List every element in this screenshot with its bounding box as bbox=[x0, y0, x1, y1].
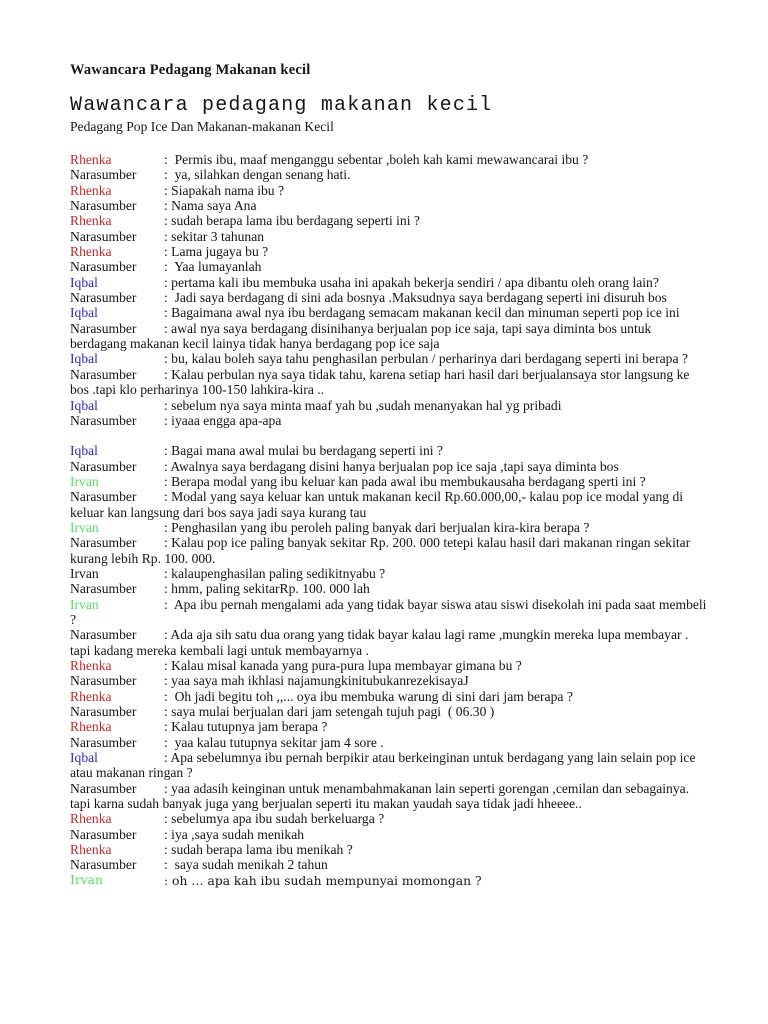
dialogue-text: : iya ,saya sudah menikah bbox=[164, 826, 305, 842]
speaker-name: Rhenka bbox=[70, 244, 112, 260]
dialogue-text: : Ada aja sih satu dua orang yang tidak bayar kalau lagi rame ,mungkin mereka lupa membayar . tapi kadang mereka kembali lagi untuk membayarnya . bbox=[70, 627, 692, 658]
dialogue-line bbox=[70, 229, 708, 244]
speaker-name: Narasumber bbox=[70, 320, 137, 336]
dialogue-line bbox=[70, 873, 708, 889]
dialogue-line bbox=[70, 351, 708, 366]
dialogue-text: : Apa sebelumnya ibu pernah berpikir atau berkeinginan untuk berdagang yang lain selain pop ice atau makanan ringan ? bbox=[70, 750, 699, 781]
speaker-name: Rhenka bbox=[70, 213, 112, 229]
dialogue-text: : Berapa modal yang ibu keluar kan pada awal ibu membukausaha berdagang sperti ini ? bbox=[164, 473, 646, 489]
speaker-name: Iqbal bbox=[70, 750, 98, 766]
dialogue-line bbox=[70, 597, 708, 628]
speaker-name: Irvan bbox=[70, 519, 99, 535]
dialogue-line bbox=[70, 750, 708, 781]
dialogue-text: : kalaupenghasilan paling sedikitnyabu ? bbox=[164, 565, 386, 581]
document-subtitle: Pedagang Pop Ice Dan Makanan-makanan Kecil bbox=[70, 119, 334, 134]
dialogue-line bbox=[70, 535, 708, 566]
dialogue-line bbox=[70, 443, 708, 458]
dialogue-line bbox=[70, 811, 708, 826]
dialogue-line bbox=[70, 689, 708, 704]
speaker-name: Rhenka bbox=[70, 719, 112, 735]
dialogue-text: : Kalau pop ice paling banyak sekitar Rp. 200. 000 tetepi kalau hasil dari makanan ringan sekitar kurang lebih Rp. 100. 000. bbox=[70, 535, 694, 566]
blank-line bbox=[70, 428, 708, 443]
dialogue-line bbox=[70, 857, 708, 872]
dialogue-text: : pertama kali ibu membuka usaha ini apakah bekerja sendiri / apa dibantu oleh orang lain? bbox=[164, 274, 659, 290]
dialogue-text: : Oh jadi begitu toh ,,... oya ibu membuka warung di sini dari jam berapa ? bbox=[164, 688, 573, 704]
dialogue-line bbox=[70, 627, 708, 658]
speaker-name: Narasumber bbox=[70, 535, 137, 551]
dialogue-text: : saya mulai berjualan dari jam setengah tujuh pagi ( 06.30 ) bbox=[164, 704, 495, 720]
speaker-name: Rhenka bbox=[70, 842, 112, 858]
speaker-name: Narasumber bbox=[70, 627, 137, 643]
dialogue-line bbox=[70, 520, 708, 535]
dialogue-line bbox=[70, 290, 708, 305]
dialogue-text: : Awalnya saya berdagang disini hanya berjualan pop ice saja ,tapi saya diminta bos bbox=[164, 458, 619, 474]
dialogue-line bbox=[70, 413, 708, 428]
speaker-name: Narasumber bbox=[70, 198, 137, 214]
dialogue-line bbox=[70, 474, 708, 489]
speaker-name: Narasumber bbox=[70, 673, 137, 689]
dialogue-line bbox=[70, 489, 708, 520]
dialogue-list bbox=[70, 152, 708, 889]
dialogue-line bbox=[70, 827, 708, 842]
speaker-name: Narasumber bbox=[70, 167, 137, 183]
dialogue-line bbox=[70, 719, 708, 734]
dialogue-text: : oh … apa kah ibu sudah mempunyai momongan ? bbox=[164, 873, 482, 888]
speaker-name: Iqbal bbox=[70, 274, 98, 290]
dialogue-line bbox=[70, 305, 708, 320]
speaker-name: Rhenka bbox=[70, 688, 112, 704]
speaker-name: Narasumber bbox=[70, 704, 137, 720]
dialogue-text: : Bagai mana awal mulai bu berdagang seperti ini ? bbox=[164, 443, 443, 459]
speaker-name: Iqbal bbox=[70, 443, 98, 459]
dialogue-line bbox=[70, 198, 708, 213]
speaker-name: Irvan bbox=[70, 473, 99, 489]
dialogue-text: : sudah berapa lama ibu menikah ? bbox=[164, 842, 353, 858]
speaker-name: Iqbal bbox=[70, 397, 98, 413]
dialogue-line bbox=[70, 581, 708, 596]
dialogue-text: : sekitar 3 tahunan bbox=[164, 228, 265, 244]
dialogue-text: : Nama saya Ana bbox=[164, 198, 257, 214]
dialogue-text: : ya, silahkan dengan senang hati. bbox=[164, 167, 351, 183]
dialogue-line bbox=[70, 183, 708, 198]
dialogue-line bbox=[70, 213, 708, 228]
dialogue-text: : Yaa lumayanlah bbox=[164, 259, 262, 275]
dialogue-line bbox=[70, 781, 708, 812]
dialogue-line bbox=[70, 167, 708, 182]
speaker-name: Narasumber bbox=[70, 290, 137, 306]
dialogue-text: : hmm, paling sekitarRp. 100. 000 lah bbox=[164, 581, 370, 597]
speaker-name: Irvan bbox=[70, 565, 99, 581]
dialogue-text: : awal nya saya berdagang disinihanya berjualan pop ice saja, tapi saya diminta bos untuk berdagang makanan kecil lainya tidak hanya berdagang pop ice saja bbox=[70, 320, 655, 352]
dialogue-line bbox=[70, 735, 708, 750]
dialogue-text: : Kalau misal kanada yang pura-pura lupa membayar gimana bu ? bbox=[164, 658, 522, 673]
dialogue-text: : Apa ibu pernah mengalami ada yang tidak bayar siswa atau siswi disekolah ini pada saat membeli ? bbox=[70, 596, 710, 627]
dialogue-line bbox=[70, 658, 708, 673]
speaker-name: Narasumber bbox=[70, 412, 137, 428]
dialogue-text: : iyaaa engga apa-apa bbox=[164, 412, 282, 428]
dialogue-text: : sebelumya apa ibu sudah berkeluarga ? bbox=[164, 811, 385, 827]
speaker-name: Narasumber bbox=[70, 780, 137, 796]
dialogue-text: : Kalau tutupnya jam berapa ? bbox=[164, 719, 328, 735]
dialogue-line bbox=[70, 152, 708, 167]
dialogue-line bbox=[70, 704, 708, 719]
dialogue-text: : Siapakah nama ibu ? bbox=[164, 182, 285, 198]
dialogue-text: : Lama jugaya bu ? bbox=[164, 244, 269, 260]
dialogue-line bbox=[70, 367, 708, 398]
dialogue-text: : bu, kalau boleh saya tahu penghasilan perbulan / perharinya dari berdagang seperti ini berapa ? bbox=[164, 351, 688, 367]
speaker-name: Irvan bbox=[70, 872, 103, 887]
dialogue-line bbox=[70, 321, 708, 352]
dialogue-line bbox=[70, 244, 708, 259]
dialogue-text: : yaa saya mah ikhlasi najamungkinitubukanrezekisayaJ bbox=[164, 673, 469, 689]
speaker-name: Narasumber bbox=[70, 458, 137, 474]
dialogue-text: : yaa adasih keinginan untuk menambahmakanan lain seperti gorengan ,cemilan dan sebagainya. tapi karna sudah banyak juga yang berjualan seperti itu makan yaudah saya tidak jadi hheeee.. bbox=[70, 780, 693, 812]
speaker-name: Rhenka bbox=[70, 658, 112, 673]
speaker-name: Narasumber bbox=[70, 581, 137, 597]
speaker-name: Narasumber bbox=[70, 259, 137, 275]
dialogue-line bbox=[70, 259, 708, 274]
dialogue-text: : sudah berapa lama ibu berdagang seperti ini ? bbox=[164, 213, 420, 229]
dialogue-text: : Jadi saya berdagang di sini ada bosnya .Maksudnya saya berdagang seperti ini disuruh bos bbox=[164, 290, 667, 306]
dialogue-line bbox=[70, 275, 708, 290]
speaker-name: Narasumber bbox=[70, 826, 137, 842]
speaker-name: Rhenka bbox=[70, 152, 112, 167]
dialogue-text: : Bagaimana awal nya ibu berdagang semacam makanan kecil dan minuman seperti pop ice ini bbox=[164, 305, 680, 321]
dialogue-text: : yaa kalau tutupnya sekitar jam 4 sore . bbox=[164, 734, 384, 750]
dialogue-text: : Modal yang saya keluar kan untuk makanan kecil Rp.60.000,00,- kalau pop ice modal yang di keluar kan langsung dari bos saya jadi saya kurang tau bbox=[70, 489, 687, 520]
dialogue-line bbox=[70, 398, 708, 413]
dialogue-text: : Penghasilan yang ibu peroleh paling banyak dari berjualan kira-kira berapa ? bbox=[164, 519, 590, 535]
document-title-mono: Wawancara pedagang makanan kecil bbox=[70, 94, 493, 117]
speaker-name: Narasumber bbox=[70, 366, 137, 382]
speaker-name: Irvan bbox=[70, 596, 99, 612]
speaker-name: Narasumber bbox=[70, 489, 137, 505]
dialogue-line bbox=[70, 673, 708, 688]
speaker-name: Iqbal bbox=[70, 305, 98, 321]
speaker-name: Narasumber bbox=[70, 857, 137, 873]
dialogue-text: : Kalau perbulan nya saya tidak tahu, karena setiap hari hasil dari berjualansaya stor langsung ke bos .tapi klo perharinya 100-150 lahkira-kira .. bbox=[70, 366, 693, 398]
speaker-name: Rhenka bbox=[70, 811, 112, 827]
speaker-name: Narasumber bbox=[70, 734, 137, 750]
speaker-name: Rhenka bbox=[70, 182, 112, 198]
dialogue-text: : sebelum nya saya minta maaf yah bu ,sudah menanyakan hal yg pribadi bbox=[164, 397, 562, 413]
speaker-name: Iqbal bbox=[70, 351, 98, 367]
dialogue-line bbox=[70, 842, 708, 857]
speaker-name: Narasumber bbox=[70, 228, 137, 244]
dialogue-line bbox=[70, 459, 708, 474]
dialogue-text: : saya sudah menikah 2 tahun bbox=[164, 857, 328, 873]
dialogue-line bbox=[70, 566, 708, 581]
dialogue-text: : Permis ibu, maaf menganggu sebentar ,boleh kah kami mewawancarai ibu ? bbox=[164, 152, 589, 167]
document-title-bold: Wawancara Pedagang Makanan kecil bbox=[70, 62, 311, 78]
